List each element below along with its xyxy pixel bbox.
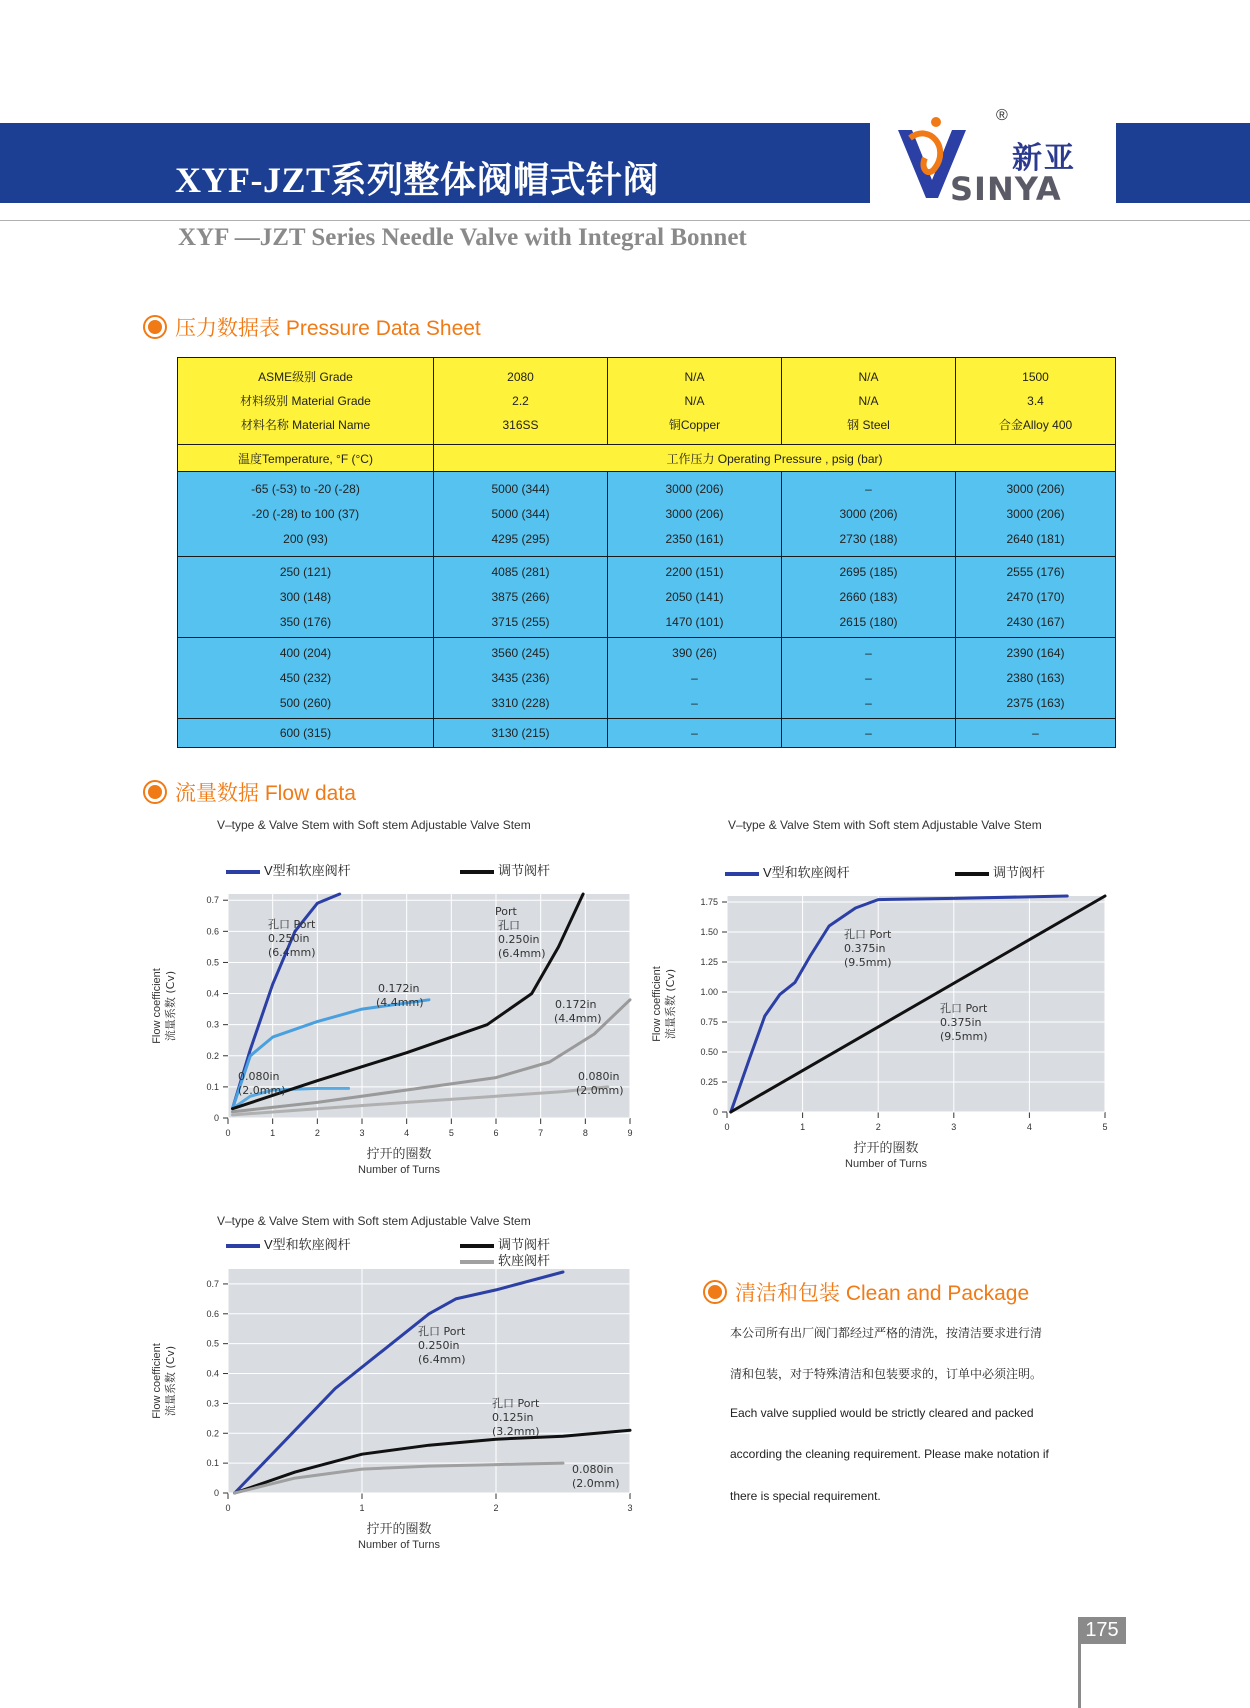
- x-tick-label: 4: [1026, 1122, 1032, 1132]
- bullet-icon: [145, 317, 165, 337]
- x-axis-label: 拧开的圈数: [366, 1147, 432, 1162]
- annotation-label: (4.4mm): [554, 1012, 602, 1025]
- chart2-legend-vtype: V型和软座阀杆: [725, 862, 850, 881]
- page-title: XYF-JZT系列整体阀帽式针阀: [175, 160, 659, 200]
- annotation-label: 0.172in: [555, 998, 597, 1011]
- value-cell: –: [608, 719, 782, 748]
- x-axis-label: Number of Turns: [845, 1158, 927, 1170]
- table-row-grades: [178, 358, 1116, 445]
- value-cell: 3130 (215): [434, 719, 608, 748]
- annotation-label: (2.0mm): [572, 1477, 620, 1490]
- clean-line: there is special requirement.: [730, 1489, 881, 1503]
- y-tick-label: 0.6: [206, 1308, 219, 1319]
- x-axis-label: Number of Turns: [358, 1164, 440, 1176]
- chart2: [650, 890, 1130, 1190]
- chart3-legend-vtype: V型和软座阀杆: [226, 1234, 351, 1253]
- chart1-legend-adjust: 调节阀杆: [460, 860, 550, 879]
- annotation-label: (6.4mm): [268, 946, 316, 959]
- x-tick-label: 8: [582, 1128, 588, 1138]
- value-cell: 390 (26) – –: [608, 638, 782, 719]
- chart2-title: V–type & Valve Stem with Soft stem Adjustable Valve Stem: [728, 818, 1042, 832]
- table-row-group: [178, 557, 1116, 638]
- value-cell: –: [782, 719, 956, 748]
- plot-area: [228, 1269, 630, 1493]
- annotation-label: 0.375in: [844, 942, 886, 955]
- chart3-title: V–type & Valve Stem with Soft stem Adjustable Valve Stem: [217, 1214, 531, 1228]
- x-tick-label: 1: [359, 1503, 365, 1513]
- x-tick-label: 6: [493, 1128, 499, 1138]
- legend-line-icon: [226, 1244, 260, 1248]
- table-row-group: [178, 472, 1116, 557]
- legend-line-icon: [460, 1244, 494, 1248]
- x-tick-label: 1: [800, 1122, 806, 1132]
- chart1: [150, 890, 640, 1190]
- y-tick-label: 0.2: [206, 1050, 219, 1061]
- x-tick-label: 5: [448, 1128, 454, 1138]
- page-number: 175: [1078, 1617, 1126, 1644]
- y-axis-label: 流量系数 (Cv): [164, 970, 177, 1042]
- chart3-legend-soft: 软座阀杆: [460, 1250, 550, 1269]
- annotation-label: 孔口 Port: [940, 1002, 988, 1015]
- value-cell: 2200 (151) 2050 (141) 1470 (101): [608, 557, 782, 638]
- bullet-icon: [145, 782, 165, 802]
- temp-cell: -65 (-53) to -20 (-28) -20 (-28) to 100 (37) 200 (93): [178, 472, 434, 557]
- y-tick-label: 0.7: [206, 1278, 219, 1289]
- logo-registered: ®: [996, 107, 1008, 124]
- annotation-label: 0.375in: [940, 1016, 982, 1029]
- x-tick-label: 0: [225, 1128, 231, 1138]
- value-cell: 3560 (245) 3435 (236) 3310 (228): [434, 638, 608, 719]
- y-tick-label: 0.3: [206, 1398, 219, 1409]
- chart3: [150, 1265, 640, 1565]
- value-cell: – – –: [782, 638, 956, 719]
- x-tick-label: 0: [724, 1122, 730, 1132]
- annotation-label: Port: [495, 905, 517, 918]
- chart1-legend-vtype: V型和软座阀杆: [226, 860, 351, 879]
- legend-line-icon: [955, 872, 989, 876]
- y-tick-label: 0.75: [700, 1017, 718, 1027]
- header-divider: [0, 220, 1250, 221]
- pressure-header: 工作压力 Operating Pressure , psig (bar): [434, 445, 1116, 472]
- annotation-label: 孔口: [498, 919, 520, 932]
- annotation-label: (6.4mm): [498, 947, 546, 960]
- x-tick-label: 3: [627, 1503, 633, 1513]
- chart1-title: V–type & Valve Stem with Soft stem Adjustable Valve Stem: [217, 818, 531, 832]
- value-cell: – 3000 (206) 2730 (188): [782, 472, 956, 557]
- material-cell: N/A N/A 铜Copper: [608, 358, 782, 445]
- x-tick-label: 2: [493, 1503, 499, 1513]
- y-tick-label: 1.25: [700, 957, 718, 967]
- y-tick-label: 0: [712, 1107, 718, 1117]
- clean-line: 本公司所有出厂阀门都经过严格的清洗，按清洁要求进行清: [730, 1326, 1043, 1340]
- x-tick-label: 9: [627, 1128, 633, 1138]
- value-cell: 4085 (281) 3875 (266) 3715 (255): [434, 557, 608, 638]
- x-axis-label: 拧开的圈数: [366, 1522, 432, 1537]
- annotation-label: 孔口 Port: [418, 1325, 466, 1338]
- y-tick-label: 0.4: [206, 1368, 219, 1379]
- bullet-icon: [705, 1282, 725, 1302]
- x-axis-label: 拧开的圈数: [853, 1141, 919, 1156]
- annotation-label: (3.2mm): [492, 1425, 540, 1438]
- value-cell: 5000 (344) 5000 (344) 4295 (295): [434, 472, 608, 557]
- y-tick-label: 0.7: [206, 895, 219, 906]
- x-tick-label: 0: [225, 1503, 231, 1513]
- y-tick-label: 0.1: [206, 1458, 219, 1469]
- temp-cell: 600 (315): [178, 719, 434, 748]
- annotation-label: 0.250in: [418, 1339, 460, 1352]
- y-tick-label: 0.2: [206, 1428, 219, 1439]
- annotation-label: 0.080in: [572, 1463, 614, 1476]
- y-tick-label: 0.1: [206, 1081, 219, 1092]
- annotation-label: 0.250in: [268, 932, 310, 945]
- clean-line: according the cleaning requirement. Please make notation if: [730, 1447, 1049, 1461]
- annotation-label: (2.0mm): [238, 1084, 286, 1097]
- value-cell: 3000 (206) 3000 (206) 2350 (161): [608, 472, 782, 557]
- table-row-header: [178, 445, 1116, 472]
- y-tick-label: 0.50: [700, 1047, 718, 1057]
- annotation-label: (2.0mm): [576, 1084, 624, 1097]
- temp-cell: 400 (204) 450 (232) 500 (260): [178, 638, 434, 719]
- annotation-label: 0.172in: [378, 982, 420, 995]
- clean-line: Each valve supplied would be strictly cleared and packed: [730, 1406, 1034, 1420]
- annotation-label: (9.5mm): [940, 1030, 988, 1043]
- x-tick-label: 7: [538, 1128, 544, 1138]
- annotation-label: 0.250in: [498, 933, 540, 946]
- y-tick-label: 1.75: [700, 897, 718, 907]
- material-cell: 2080 2.2 316SS: [434, 358, 608, 445]
- legend-line-icon: [226, 870, 260, 874]
- annotation-label: 孔口 Port: [268, 918, 316, 931]
- x-tick-label: 3: [951, 1122, 957, 1132]
- pressure-table: [177, 357, 1116, 748]
- y-tick-label: 0: [213, 1113, 219, 1123]
- page-subtitle: XYF —JZT Series Needle Valve with Integral Bonnet: [178, 224, 747, 251]
- y-tick-label: 0.5: [206, 1338, 219, 1349]
- x-tick-label: 5: [1102, 1122, 1108, 1132]
- logo-english: SINYA: [950, 170, 1062, 208]
- y-tick-label: 0: [213, 1488, 219, 1498]
- value-cell: –: [956, 719, 1116, 748]
- legend-line-icon: [725, 872, 759, 876]
- y-axis-label: 流量系数 (Cv): [664, 968, 677, 1040]
- x-tick-label: 3: [359, 1128, 365, 1138]
- y-axis-label: 流量系数 (Cv): [164, 1345, 177, 1417]
- y-axis-label: Flow coefficient: [151, 968, 163, 1044]
- flow-heading: 流量数据 Flow data: [145, 777, 356, 807]
- y-tick-label: 1.50: [700, 927, 718, 937]
- value-cell: 2390 (164) 2380 (163) 2375 (163): [956, 638, 1116, 719]
- chart3-legend-adjust: 调节阀杆: [460, 1234, 550, 1253]
- y-axis-label: Flow coefficient: [651, 966, 663, 1042]
- annotation-label: (6.4mm): [418, 1353, 466, 1366]
- temp-cell: 250 (121) 300 (148) 350 (176): [178, 557, 434, 638]
- annotation-label: 0.125in: [492, 1411, 534, 1424]
- clean-line: 清和包装，对于特殊清洁和包装要求的，订单中必须注明。: [730, 1367, 1043, 1381]
- x-tick-label: 2: [875, 1122, 881, 1132]
- annotation-label: 孔口 Port: [492, 1397, 540, 1410]
- table-row-group: [178, 638, 1116, 719]
- x-axis-label: Number of Turns: [358, 1539, 440, 1551]
- annotation-label: 0.080in: [578, 1070, 620, 1083]
- value-cell: 2555 (176) 2470 (170) 2430 (167): [956, 557, 1116, 638]
- x-tick-label: 4: [404, 1128, 410, 1138]
- legend-line-icon: [460, 1260, 494, 1264]
- x-tick-label: 1: [270, 1128, 276, 1138]
- annotation-label: 0.080in: [238, 1070, 280, 1083]
- annotation-label: (9.5mm): [844, 956, 892, 969]
- y-tick-label: 0.4: [206, 988, 219, 999]
- annotation-label: (4.4mm): [376, 996, 424, 1009]
- logo-chinese: 新亚: [1012, 141, 1076, 176]
- x-tick-label: 2: [314, 1128, 320, 1138]
- value-cell: 2695 (185) 2660 (183) 2615 (180): [782, 557, 956, 638]
- annotation-label: 孔口 Port: [844, 928, 892, 941]
- y-tick-label: 0.6: [206, 926, 219, 937]
- legend-line-icon: [460, 870, 494, 874]
- chart2-legend-adjust: 调节阀杆: [955, 862, 1045, 881]
- value-cell: 3000 (206) 3000 (206) 2640 (181): [956, 472, 1116, 557]
- y-tick-label: 1.00: [700, 987, 718, 997]
- grade-label-cell: ASME级别 Grade 材料级别 Material Grade 材料名称 Material Name: [178, 358, 434, 445]
- y-tick-label: 0.3: [206, 1019, 219, 1030]
- material-cell: N/A N/A 钢 Steel: [782, 358, 956, 445]
- temp-header: 温度Temperature, °F (°C): [178, 445, 434, 472]
- pressure-heading: 压力数据表 Pressure Data Sheet: [145, 312, 481, 342]
- y-tick-label: 0.5: [206, 957, 219, 968]
- y-tick-label: 0.25: [700, 1077, 718, 1087]
- material-cell: 1500 3.4 合金Alloy 400: [956, 358, 1116, 445]
- y-axis-label: Flow coefficient: [151, 1343, 163, 1419]
- header-band-right: [1116, 123, 1250, 203]
- table-row-group: [178, 719, 1116, 748]
- clean-heading: 清洁和包装 Clean and Package: [705, 1277, 1029, 1307]
